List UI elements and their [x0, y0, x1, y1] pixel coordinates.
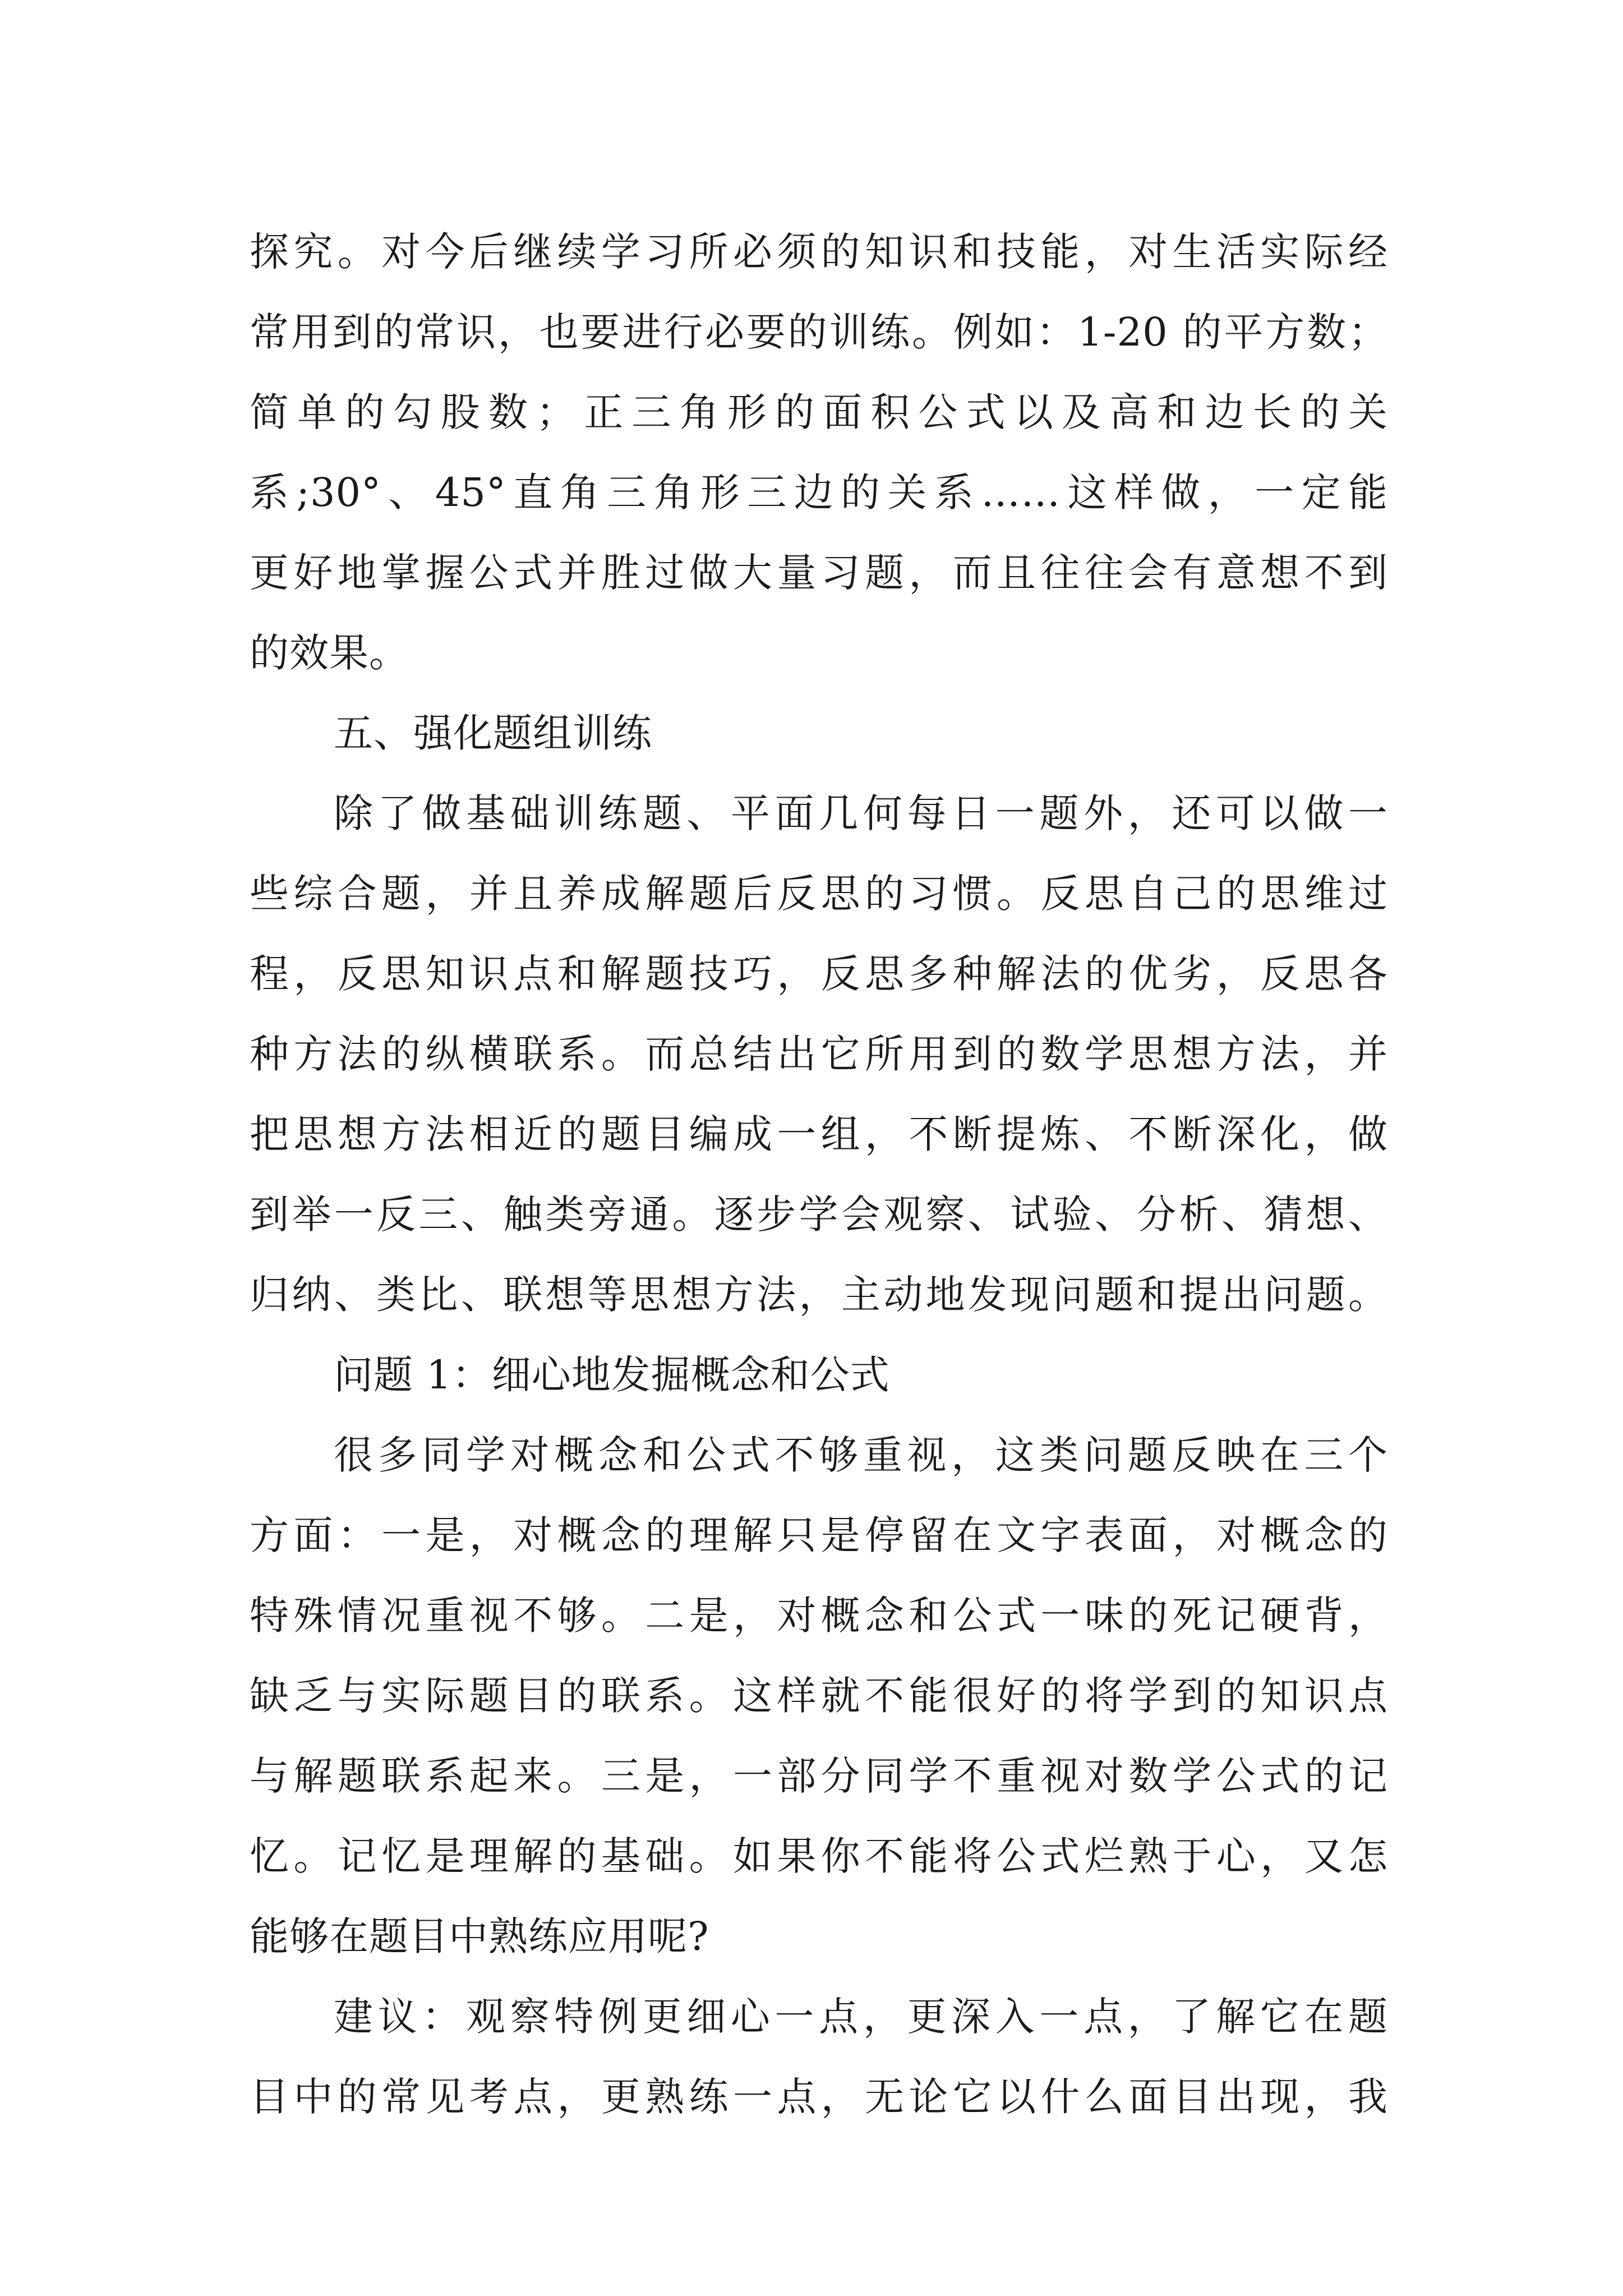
problem-heading-1 [250, 1335, 1388, 1415]
text-line: 特殊情况重视不够。二是，对概念和公式一味的死记硬背， [250, 1593, 1388, 1639]
text-line: 的效果。 [250, 630, 409, 676]
text-line: 缺乏与实际题目的联系。这样就不能很好的将学到的知识点 [250, 1673, 1388, 1719]
paragraph-4 [250, 1977, 1388, 2137]
text-line: 建议：观察特例更细心一点，更深入一点，了解它在题 [334, 1994, 1388, 2040]
text-line: 简单的勾股数；正三角形的面积公式以及高和边长的关 [250, 389, 1388, 435]
document-body [250, 212, 1388, 2137]
heading-text: 五、强化题组训练 [334, 710, 652, 756]
text-line: 些综合题，并且养成解题后反思的习惯。反思自己的思维过 [250, 871, 1388, 917]
text-line: 除了做基础训练题、平面几何每日一题外，还可以做一 [334, 790, 1388, 836]
text-line: 系;30°、45°直角三角形三边的关系……这样做，一定能 [250, 470, 1388, 516]
text-line: 程，反思知识点和解题技巧，反思多种解法的优劣，反思各 [250, 951, 1388, 997]
text-line: 种方法的纵横联系。而总结出它所用到的数学思想方法，并 [250, 1031, 1388, 1077]
paragraph-3 [250, 1415, 1388, 1977]
paragraph-1 [250, 212, 1388, 693]
text-line: 到举一反三、触类旁通。逐步学会观察、试验、分析、猜想、 [250, 1191, 1388, 1237]
text-line: 能够在题目中熟练应用呢? [250, 1913, 709, 1959]
text-line: 目中的常见考点，更熟练一点，无论它以什么面目出现，我 [250, 2074, 1388, 2120]
text-line: 忆。记忆是理解的基础。如果你不能将公式烂熟于心，又怎 [250, 1833, 1388, 1879]
text-line: 归纳、类比、联想等思想方法，主动地发现问题和提出问题。 [250, 1272, 1388, 1318]
text-line: 把思想方法相近的题目编成一组，不断提炼、不断深化，做 [250, 1111, 1388, 1157]
paragraph-2 [250, 774, 1388, 1335]
text-line: 更好地掌握公式并胜过做大量习题，而且往往会有意想不到 [250, 550, 1388, 596]
text-line: 与解题联系起来。三是，一部分同学不重视对数学公式的记 [250, 1753, 1388, 1799]
heading-text: 问题 1：细心地发掘概念和公式 [334, 1352, 890, 1398]
text-line: 很多同学对概念和公式不够重视，这类问题反映在三个 [334, 1432, 1388, 1478]
text-line: 探究。对今后继续学习所必须的知识和技能，对生活实际经 [250, 229, 1388, 275]
section-heading-5 [250, 693, 1388, 774]
text-line: 方面：一是，对概念的理解只是停留在文字表面，对概念的 [250, 1512, 1388, 1558]
text-line: 常用到的常识，也要进行必要的训练。例如：1-20 的平方数； [250, 309, 1388, 355]
